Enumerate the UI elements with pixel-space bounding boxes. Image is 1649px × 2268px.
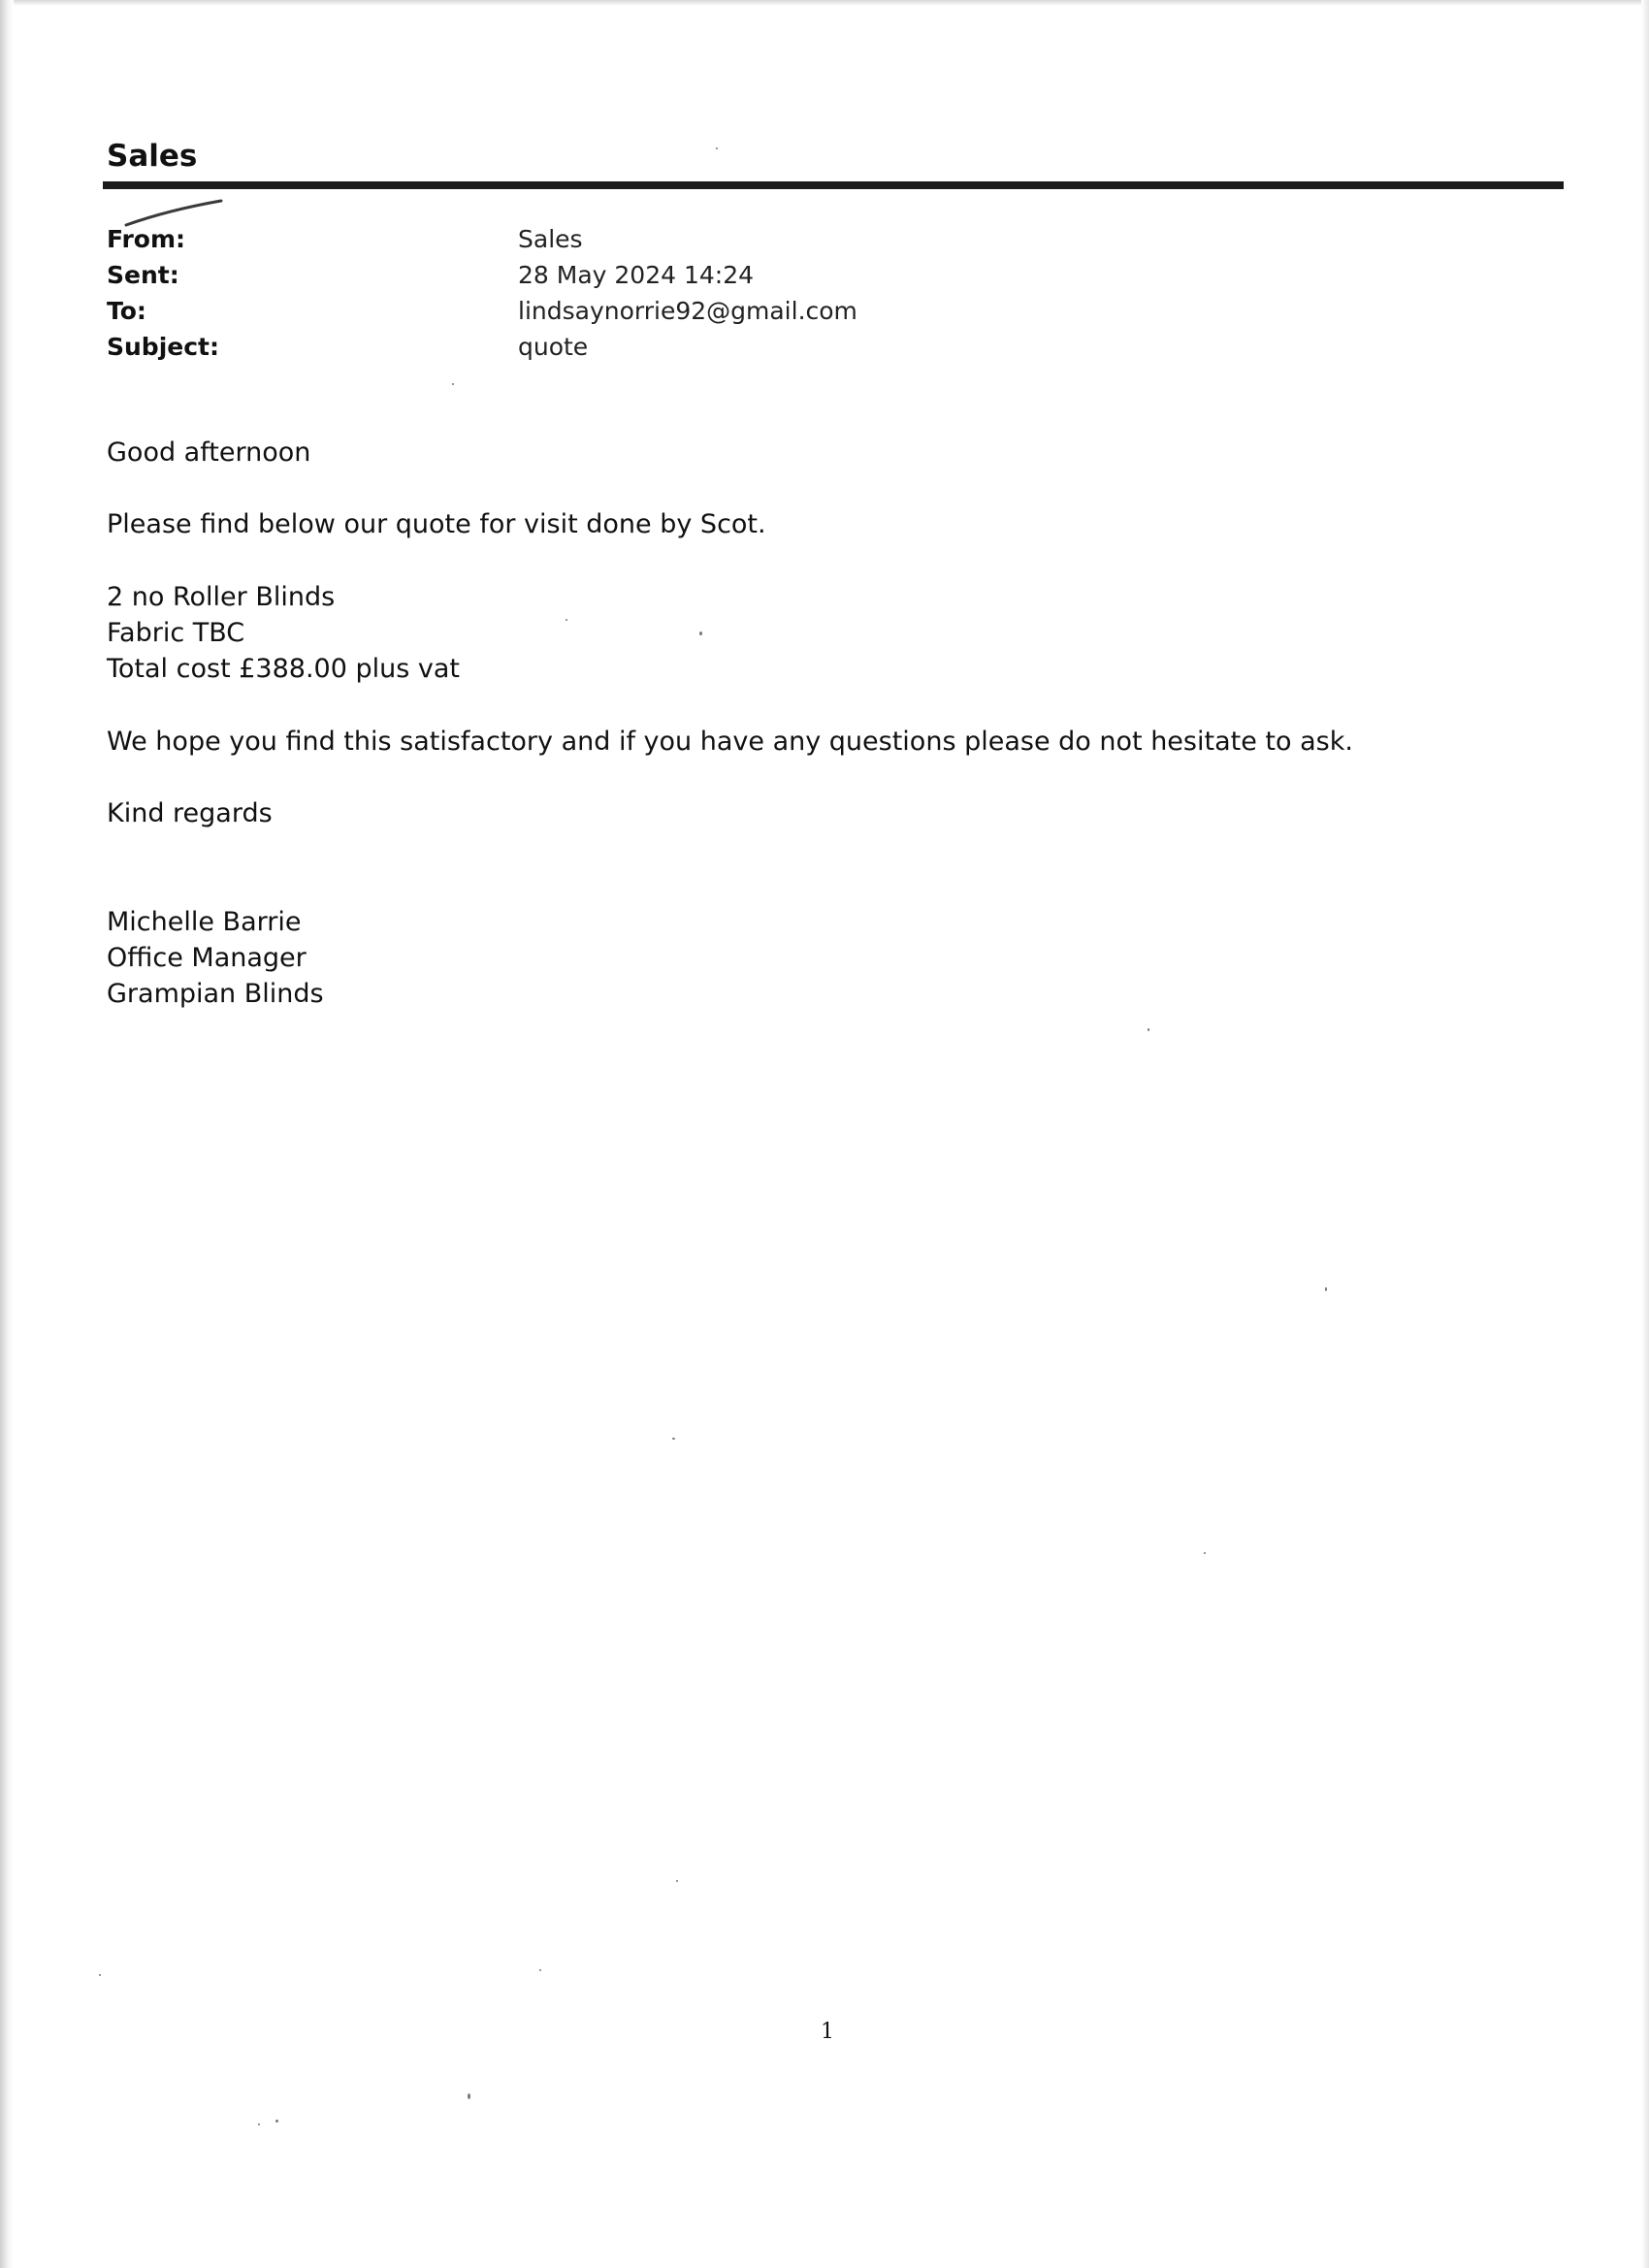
scan-speck bbox=[566, 619, 567, 621]
header-row-from bbox=[107, 227, 583, 251]
scan-speck bbox=[1204, 1552, 1206, 1554]
scan-speck bbox=[539, 1969, 541, 1971]
header-row-sent bbox=[107, 263, 754, 287]
document-title: Sales bbox=[107, 139, 198, 174]
page-number: 1 bbox=[821, 2020, 834, 2044]
signature-role: Office Manager bbox=[107, 943, 307, 973]
sent-label: Sent: bbox=[107, 261, 179, 289]
scan-speck bbox=[468, 2093, 470, 2099]
header-row-to bbox=[107, 299, 857, 323]
scan-speck bbox=[716, 147, 718, 149]
to-label: To: bbox=[107, 297, 146, 325]
scan-speck bbox=[672, 1438, 675, 1440]
sign-off: Kind regards bbox=[107, 798, 273, 828]
scan-speck bbox=[676, 1880, 678, 1882]
intro-paragraph: Please find below our quote for visit done by Scot. bbox=[107, 509, 766, 539]
scan-speck bbox=[699, 632, 702, 635]
quote-item-line: 2 no Roller Blinds bbox=[107, 582, 336, 612]
scan-speck bbox=[452, 383, 454, 385]
header-row-subject bbox=[107, 335, 588, 359]
from-label: From: bbox=[107, 225, 186, 253]
scan-speck bbox=[275, 2120, 278, 2122]
scan-speck bbox=[1325, 1287, 1327, 1291]
title-divider bbox=[103, 181, 1564, 189]
pen-stroke-mark bbox=[124, 198, 225, 227]
signature-name: Michelle Barrie bbox=[107, 907, 302, 937]
quote-total-line: Total cost £388.00 plus vat bbox=[107, 654, 460, 684]
subject-label: Subject: bbox=[107, 333, 219, 361]
signature-company: Grampian Blinds bbox=[107, 979, 324, 1009]
to-value: lindsaynorrie92@gmail.com bbox=[518, 297, 857, 325]
sent-value: 28 May 2024 14:24 bbox=[518, 261, 755, 289]
closing-paragraph: We hope you find this satisfactory and if you have any questions please do not hesitate to ask. bbox=[107, 727, 1353, 757]
scan-speck bbox=[99, 1974, 101, 1976]
scan-speck bbox=[258, 2123, 260, 2125]
greeting: Good afternoon bbox=[107, 437, 311, 468]
quote-fabric-line: Fabric TBC bbox=[107, 618, 245, 648]
subject-value: quote bbox=[518, 333, 589, 361]
scan-speck bbox=[1148, 1028, 1149, 1031]
from-value: Sales bbox=[518, 225, 583, 253]
